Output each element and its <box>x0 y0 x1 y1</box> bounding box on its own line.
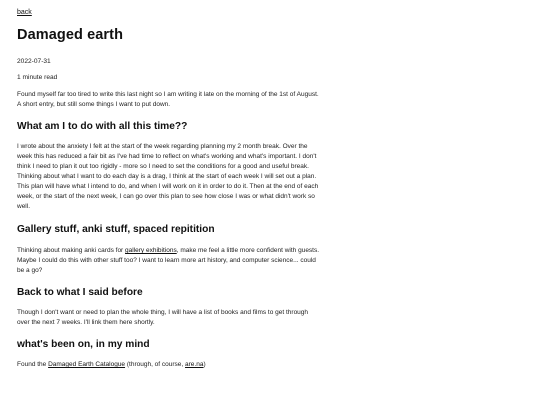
gallery-exhibitions-link[interactable]: gallery exhibitions <box>125 247 177 254</box>
section-paragraph-back: Though I don't want or need to plan the whole thing, I will have a list of books and films to get through over the next 7 weeks. I'll link them here shortly. <box>17 309 309 326</box>
paragraph-text: (through, of course, <box>125 361 186 368</box>
paragraph-text: Thinking about making anki cards for <box>17 247 126 254</box>
post-title: Damaged earth <box>17 27 124 43</box>
post-date: 2022-07-31 <box>17 58 51 65</box>
back-link[interactable]: back <box>17 9 32 16</box>
section-heading-mind: what's been on, in my mind <box>17 339 150 350</box>
read-time: 1 minute read <box>17 74 58 81</box>
intro-paragraph: Found myself far too tired to write this last night so I am writing it late on the morning of the 1st of August. A short entry, but still some things I want to put down. <box>17 91 319 108</box>
section-paragraph-time: I wrote about the anxiety I felt at the start of the week regarding planning my 2 month break. Over the week this has reduced a fair bit as I've had time to reflect on what's working and what's important. I don't think I need to plan it out too rigidly - more so I need to set the conditions for a good and useful break. Thinking about what I want to do each day is a drag, I think at the start of each week I will set out a plan. This plan will have what I intend to do, and when I will work on it in order to do it. Then at the end of each week, or the start of the next week, I can go over this plan to see how close I was or what didn't work so well. <box>17 143 319 210</box>
are-na-link[interactable]: are.na <box>185 361 204 368</box>
section-paragraph-mind <box>17 360 322 370</box>
section-heading-gallery: Gallery stuff, anki stuff, spaced repitition <box>17 224 215 235</box>
paragraph-text: Found the <box>17 361 49 368</box>
section-paragraph-gallery <box>17 246 322 276</box>
damaged-earth-catalogue-link[interactable]: Damaged Earth Catalogue <box>48 361 126 368</box>
paragraph-text: , make me feel a little more confident with guests. Maybe I could do this with other stuff too? I want to learn more art history, and computer science... could be a go? <box>17 247 320 274</box>
paragraph-text: ) <box>203 361 206 368</box>
section-heading-time: What am I to do with all this time?? <box>17 121 188 132</box>
section-heading-back: Back to what I said before <box>17 287 143 298</box>
